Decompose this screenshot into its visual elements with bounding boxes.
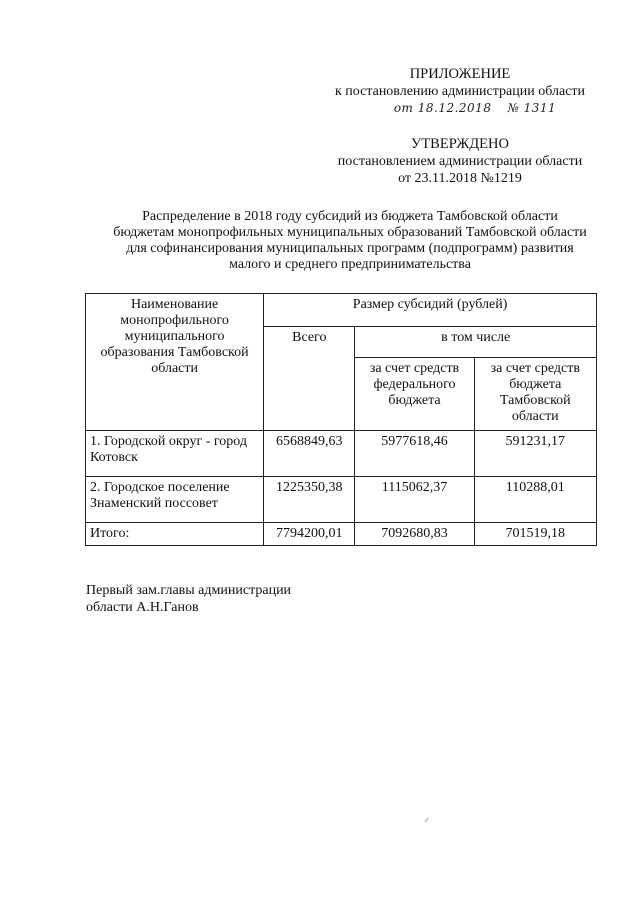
document-heading [70, 209, 630, 273]
header-regional-cell: за счет средств бюджета Тамбовской области [474, 358, 596, 431]
subsidies-table [85, 293, 597, 546]
row-name: 2. Городское поселение Знаменский поссовет [86, 477, 264, 523]
row-federal: 7092680,83 [355, 523, 474, 546]
header-name-cell: Наименование монопрофильного муниципального образования Тамбовской области [86, 294, 264, 431]
approved-line2: от 23.11.2018 №1219 [398, 171, 522, 186]
header-size-cell: Размер субсидий (рублей) [264, 294, 597, 327]
table-total-row [86, 523, 597, 546]
row-federal: 1115062,37 [355, 477, 474, 523]
signature-line2: области А.Н.Ганов [86, 600, 199, 615]
row-regional: 110288,01 [474, 477, 596, 523]
approved-title: УТВЕРЖДЕНО [411, 136, 509, 152]
header-total-cell: Всего [264, 327, 355, 431]
table-row [86, 477, 597, 523]
row-total: 7794200,01 [264, 523, 355, 546]
header-including-cell: в том числе [355, 327, 597, 358]
heading-line2: бюджетам монопрофильных муниципальных образований Тамбовской области [113, 225, 587, 240]
heading-line3: для софинансирования муниципальных программ (подпрограмм) развития [126, 241, 574, 256]
appendix-block [300, 66, 620, 117]
row-total: 6568849,63 [264, 431, 355, 477]
row-regional: 591231,17 [474, 431, 596, 477]
signature-block [86, 582, 291, 616]
approved-line1: постановлением администрации области [337, 154, 583, 169]
heading-line1: Распределение в 2018 году субсидий из бюджета Тамбовской области [142, 209, 558, 224]
row-total: 1225350,38 [264, 477, 355, 523]
heading-line4: малого и среднего предпринимательства [229, 257, 471, 272]
row-name: Итого: [86, 523, 264, 546]
header-federal-cell: за счет средств федерального бюджета [355, 358, 474, 431]
signature-line1: Первый зам.главы администрации [86, 583, 292, 598]
handwritten-date: от 18.12.2018 [393, 101, 492, 115]
row-regional: 701519,18 [474, 523, 596, 546]
appendix-subtitle: к постановлению администрации области [334, 84, 586, 99]
table-header-row [86, 294, 597, 327]
handwritten-number: № 1311 [507, 101, 557, 115]
pen-mark: ⸝ [424, 813, 429, 824]
row-name: 1. Городской округ - город Котовск [86, 431, 264, 477]
table-row [86, 431, 597, 477]
appendix-title: ПРИЛОЖЕНИЕ [409, 66, 511, 82]
approved-block [300, 136, 620, 187]
row-federal: 5977618,46 [355, 431, 474, 477]
handwritten-date-number [330, 100, 620, 117]
